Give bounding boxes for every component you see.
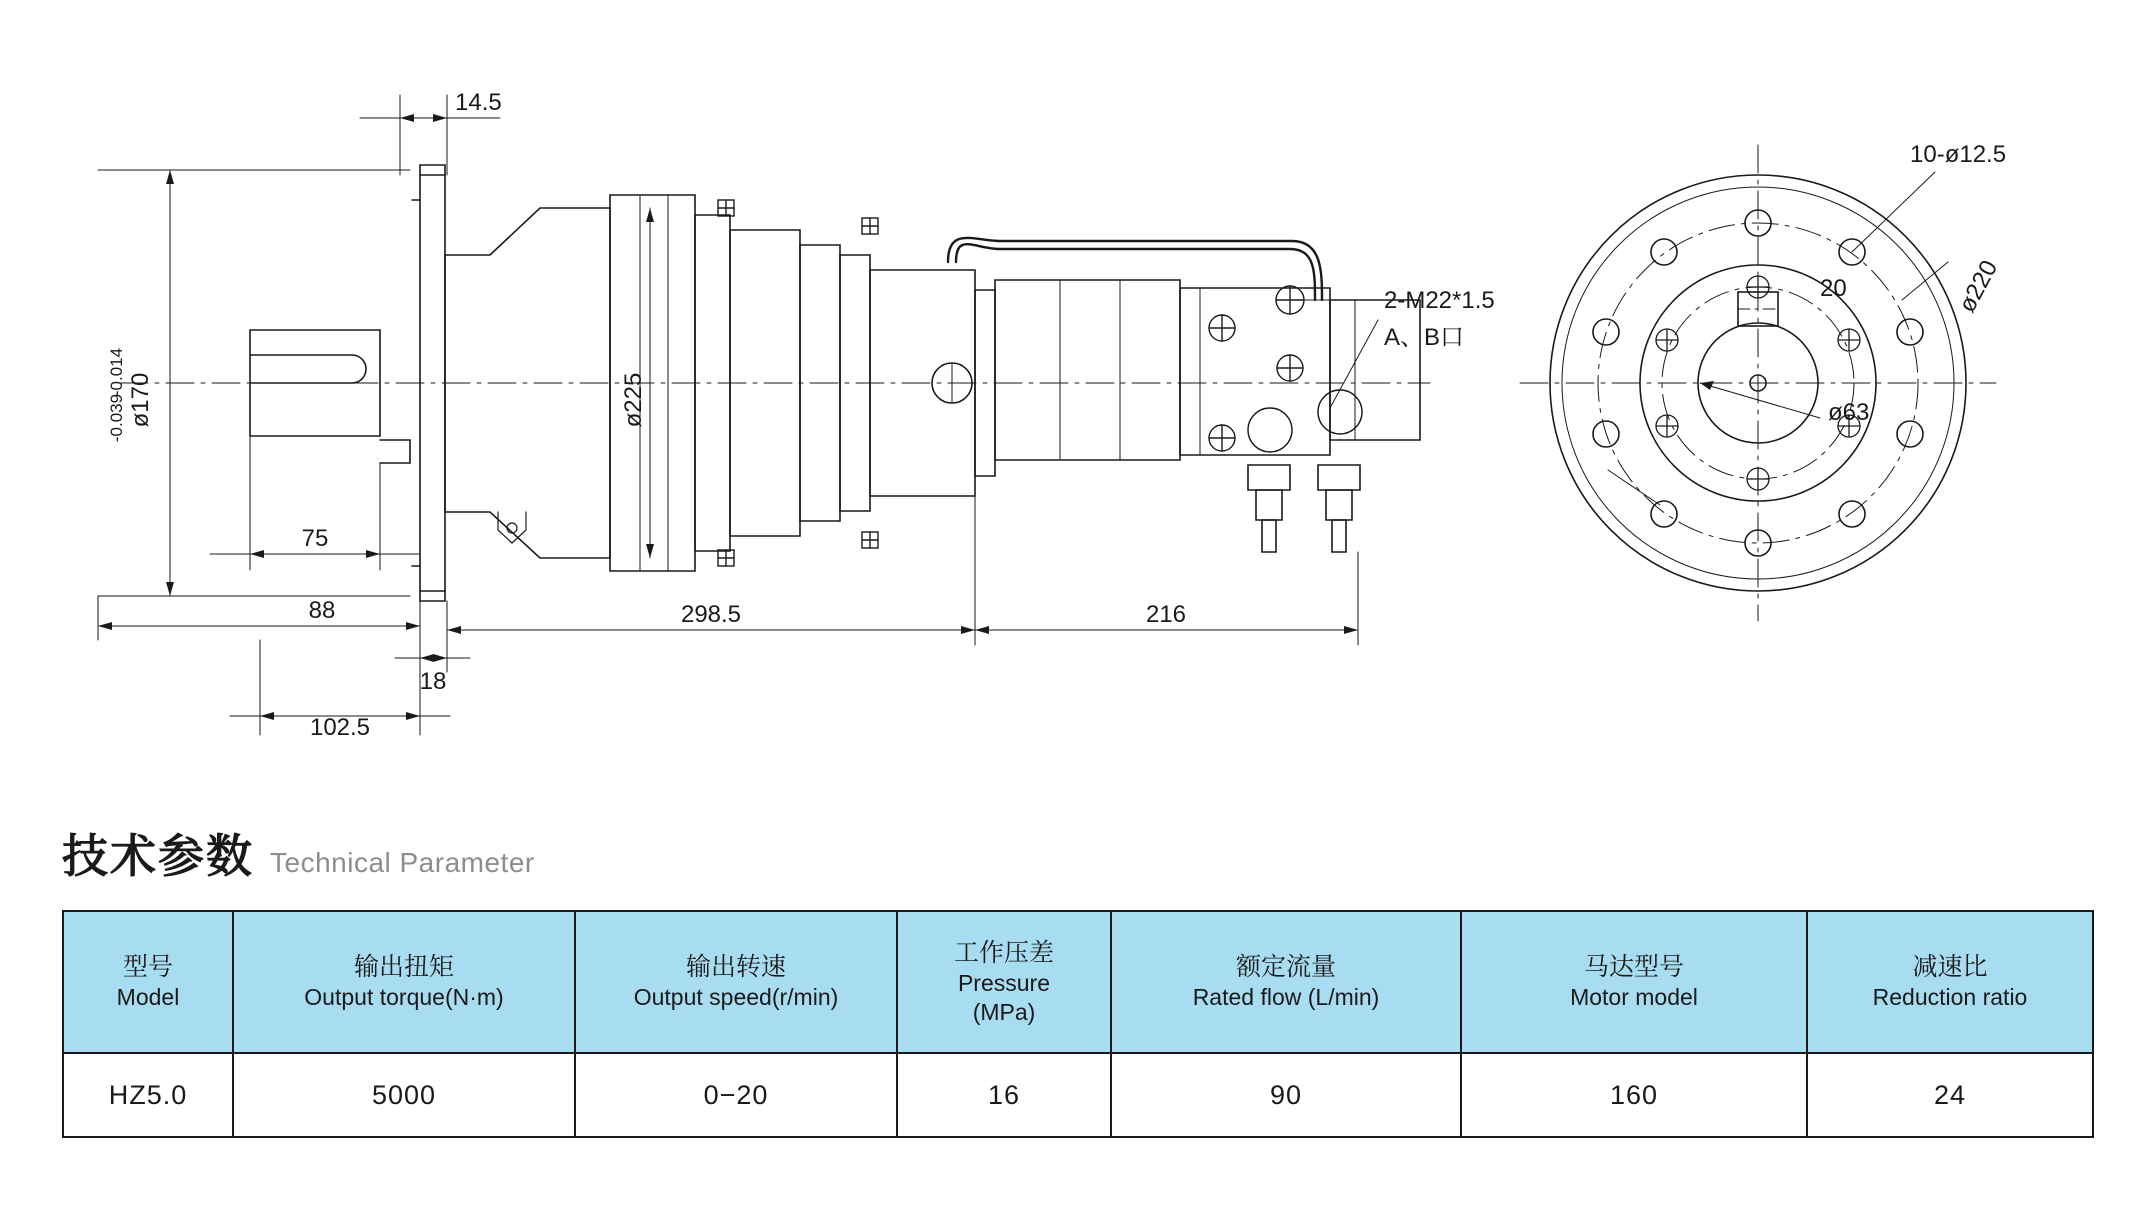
manifold-ports xyxy=(1209,286,1362,452)
cell-motor-model: 160 xyxy=(1461,1053,1807,1137)
dim-d63: ø63 xyxy=(1828,399,1870,426)
cell-output-speed: 0−20 xyxy=(575,1053,897,1137)
dim-298-5: 298.5 xyxy=(680,601,742,628)
section-heading xyxy=(62,820,535,886)
dim-216: 216 xyxy=(1145,601,1187,628)
valve-block xyxy=(995,280,1180,460)
col-header-motor-model-en: Motor model xyxy=(1570,984,1698,1011)
dimension-lines xyxy=(98,95,1380,735)
section-title-en: Technical Parameter xyxy=(270,847,535,878)
col-header-reduction-ratio-en: Reduction ratio xyxy=(1872,984,2028,1011)
port-block xyxy=(1330,300,1420,440)
table-header-row xyxy=(63,911,2093,1053)
table-row xyxy=(63,1053,2093,1137)
col-header-output-torque-cn: 输出扭矩 xyxy=(353,953,454,981)
dim-18: 18 xyxy=(419,668,447,695)
dim-d170-tol-upper: -0.014 xyxy=(107,347,126,397)
col-header-model-cn: 型号 xyxy=(122,953,173,981)
col-header-model-en: Model xyxy=(116,984,180,1011)
col-header-rated-flow xyxy=(1111,911,1461,1053)
shaft-keyway xyxy=(250,355,366,383)
dim-20: 20 xyxy=(1820,275,1847,302)
drain-fittings xyxy=(1248,465,1360,552)
col-header-motor-model-cn: 马达型号 xyxy=(1583,953,1684,981)
col-header-output-torque-en: Output torque(N·m) xyxy=(304,984,504,1011)
col-header-rated-flow-cn: 额定流量 xyxy=(1235,953,1336,981)
col-header-output-speed xyxy=(575,911,897,1053)
note-2-m22: 2-M22*1.5 xyxy=(1384,287,1495,314)
technical-parameter-table xyxy=(62,910,2094,1138)
dim-d170: ø170 xyxy=(127,372,154,428)
dim-102-5: 102.5 xyxy=(309,714,371,741)
col-header-rated-flow-en: Rated flow (L/min) xyxy=(1192,984,1380,1011)
section-title-cn: 技术参数 xyxy=(62,830,254,882)
col-header-output-torque xyxy=(233,911,575,1053)
cell-rated-flow: 90 xyxy=(1111,1053,1461,1137)
col-header-output-speed-en: Output speed(r/min) xyxy=(633,984,839,1011)
col-header-model xyxy=(63,911,233,1053)
cell-reduction-ratio: 24 xyxy=(1807,1053,2093,1137)
manifold-block xyxy=(1180,288,1330,455)
dim-75: 75 xyxy=(301,525,329,552)
col-header-reduction-ratio-cn: 减速比 xyxy=(1912,953,1988,981)
col-header-pressure xyxy=(897,911,1111,1053)
cell-pressure: 16 xyxy=(897,1053,1111,1137)
dim-10-holes: 10-ø12.5 xyxy=(1910,141,2007,168)
dim-14-5: 14.5 xyxy=(455,89,502,116)
table-body xyxy=(63,1053,2093,1137)
col-header-reduction-ratio xyxy=(1807,911,2093,1053)
cell-output-torque: 5000 xyxy=(233,1053,575,1137)
dim-d220: ø220 xyxy=(1953,255,2004,317)
note-ports: A、B口 xyxy=(1384,324,1465,351)
col-header-motor-model xyxy=(1461,911,1807,1053)
dim-d170-tol-lower: -0.039 xyxy=(107,393,126,443)
shaft-step xyxy=(380,440,410,463)
dim-d225: ø225 xyxy=(620,372,647,428)
col-header-output-speed-cn: 输出转速 xyxy=(685,953,786,981)
dim-88: 88 xyxy=(308,597,336,624)
cell-model: HZ5.0 xyxy=(63,1053,233,1137)
hydraulic-hose xyxy=(956,244,1315,300)
col-header-pressure-cn: 工作压差 xyxy=(953,938,1054,967)
front-view xyxy=(1520,145,1996,621)
table-header xyxy=(63,911,2093,1053)
col-header-pressure-en: Pressure (MPa) xyxy=(957,969,1051,1025)
